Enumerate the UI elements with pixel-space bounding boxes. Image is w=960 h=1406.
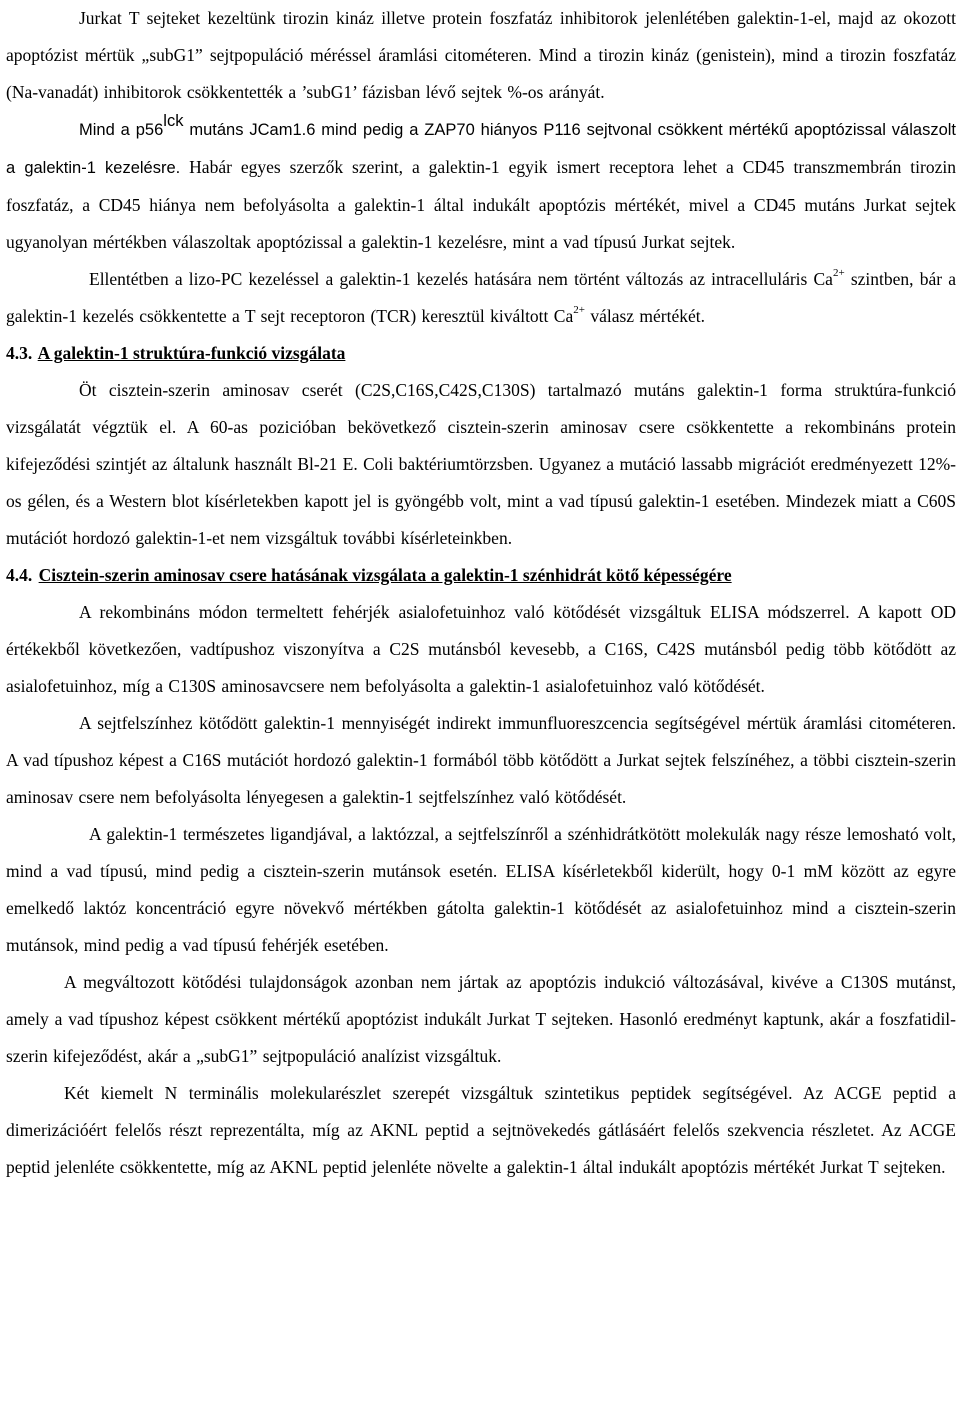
paragraph-9: Két kiemelt N terminális molekularészlet szerepét vizsgáltuk szintetikus peptidek segítségével. Az ACGE peptid a dimerizációért felelős részt reprezentálta, míg az AKNL peptid a sejtnövekedés gátlásáért felelős szekvencia részletet. Az ACGE peptid jelenléte csökkentette, míg az AKNL peptid jelenléte növelte a galektin-1 által indukált apoptózis mértékét Jurkat T sejteken.: [6, 1083, 956, 1177]
paragraph-2: [6, 111, 956, 261]
paragraph-3-part-c: válasz mértékét.: [584, 306, 706, 326]
paragraph-6: A sejtfelszínhez kötődött galektin-1 mennyiségét indirekt immunfluoreszcencia segítségével mértük áramlási citométeren. A vad típushoz képest a C16S mutációt hordozó galektin-1 formából több kötődött a Jurkat sejtek felszínéhez, a többi cisztein-szerin aminosav csere nem befolyásolta lényegesen a galektin-1 sejtfelszínhez való kötődését.: [6, 713, 956, 807]
paragraph-5: A rekombináns módon termeltett fehérjék asialofetuinhoz való kötődését vizsgáltuk ELISA módszerrel. A kapott OD értékekből következően, vadtípushoz viszonyítva a C2S mutánsból kevesebb, a C16S, C42S mutánsból pedig több kötődött az asialofetuinhoz, míg a C130S aminosavcsere nem befolyásolta a galektin-1 asialofetuinhoz való kötődését.: [6, 602, 956, 696]
paragraph-3-part-a: Ellentétben a lizo-PC kezeléssel a galektin-1 kezelés hatására nem történt változás az intracelluláris Ca: [89, 269, 833, 289]
paragraph-3-superscript-2: 2+: [573, 304, 585, 317]
section-heading-4-3: [6, 335, 956, 372]
paragraph-2-part-c: Habár egyes szerzők szerint, a galektin-1 egyik ismert receptora lehet a CD45 transzmembrán tirozin foszfatáz, a CD45 hiánya nem befolyásolta a galektin-1 által indukált apoptózis mértékét, mivel a CD45 mutáns Jurkat sejtek ugyanolyan mértékben válaszoltak apoptózissal a galektin-1 kezelésre, mint a vad típusú Jurkat sejtek.: [6, 157, 956, 252]
section-title: Cisztein-szerin aminosav csere hatásának vizsgálata a galektin-1 szénhidrát kötő képességére: [38, 565, 732, 585]
paragraph-2-part-a: Mind a p56: [79, 121, 164, 139]
paragraph-2-superscript: lck: [163, 112, 184, 131]
paragraph-8: A megváltozott kötődési tulajdonságok azonban nem jártak az apoptózis indukció változásával, kivéve a C130S mutánst, amely a vad típushoz képest csökkent mértékű apoptózist indukált Jurkat T sejteken. Hasonló eredményt kaptunk, akár a foszfatidil-szerin kifejeződést, akár a „subG1” sejtpopuláció analízist vizsgáltuk.: [6, 972, 956, 1066]
section-number: 4.3.: [6, 343, 33, 363]
section-number: 4.4.: [6, 565, 33, 585]
section-title: A galektin-1 struktúra-funkció vizsgálata: [37, 343, 346, 363]
paragraph-1: Jurkat T sejteket kezeltünk tirozin kináz illetve protein foszfatáz inhibitorok jelenlétében galektin-1-el, majd az okozott apoptózist mértük „subG1” sejtpopuláció méréssel áramlási citométeren. Mind a tirozin kináz (genistein), mind a tirozin foszfatáz (Na-vanadát) inhibitorok csökkentették a ’subG1’ fázisban lévő sejtek %-os arányát.: [6, 8, 956, 102]
paragraph-3-part-b: szintben, bár a galektin-1 kezelés csökkentette a T sejt receptoron (TCR) keresztül kiváltott Ca: [6, 269, 956, 326]
paragraph-3: [6, 261, 956, 335]
paragraph-3-superscript-1: 2+: [832, 267, 845, 280]
paragraph-4: Öt cisztein-szerin aminosav cserét (C2S,C16S,C42S,C130S) tartalmazó mutáns galektin-1 forma struktúra-funkció vizsgálatát végztük el. A 60-as pozicióban bekövetkező cisztein-szerin aminosav csere csökkentette a rekombináns protein kifejeződési szintjét az általunk használt Bl-21 E. Coli baktériumtörzsben. Ugyanez a mutáció lassabb migrációt eredményezett 12%-os gélen, és a Western blot kísérletekben kapott jel is gyöngébb volt, mint a vad típusú galektin-1 esetében. Mindezek miatt a C60S mutációt hordozó galektin-1-et nem vizsgáltuk további kísérleteinkben.: [6, 380, 956, 548]
section-heading-4-4: [6, 557, 956, 594]
paragraph-7: A galektin-1 természetes ligandjával, a laktózzal, a sejtfelszínről a szénhidrátkötött molekulák nagy része lemosható volt, mind a vad típusú, mind pedig a cisztein-szerin mutánsok esetén. ELISA kísérletekből kiderült, hogy 0-1 mM között az egyre emelkedő laktóz koncentráció egyre növekvő mértékben gátolta galektin-1 kötődését az asialofetuinhoz mind a cisztein-szerin mutánsok, mind pedig a vad típusú fehérjék esetében.: [6, 824, 956, 955]
paragraph-2-part-b: mutáns JCam1.6 mind pedig a ZAP70 hiányos P116 sejtvonal csökkent mértékű apoptózissal válaszolt a galektin-1 kezelésre.: [6, 121, 956, 177]
